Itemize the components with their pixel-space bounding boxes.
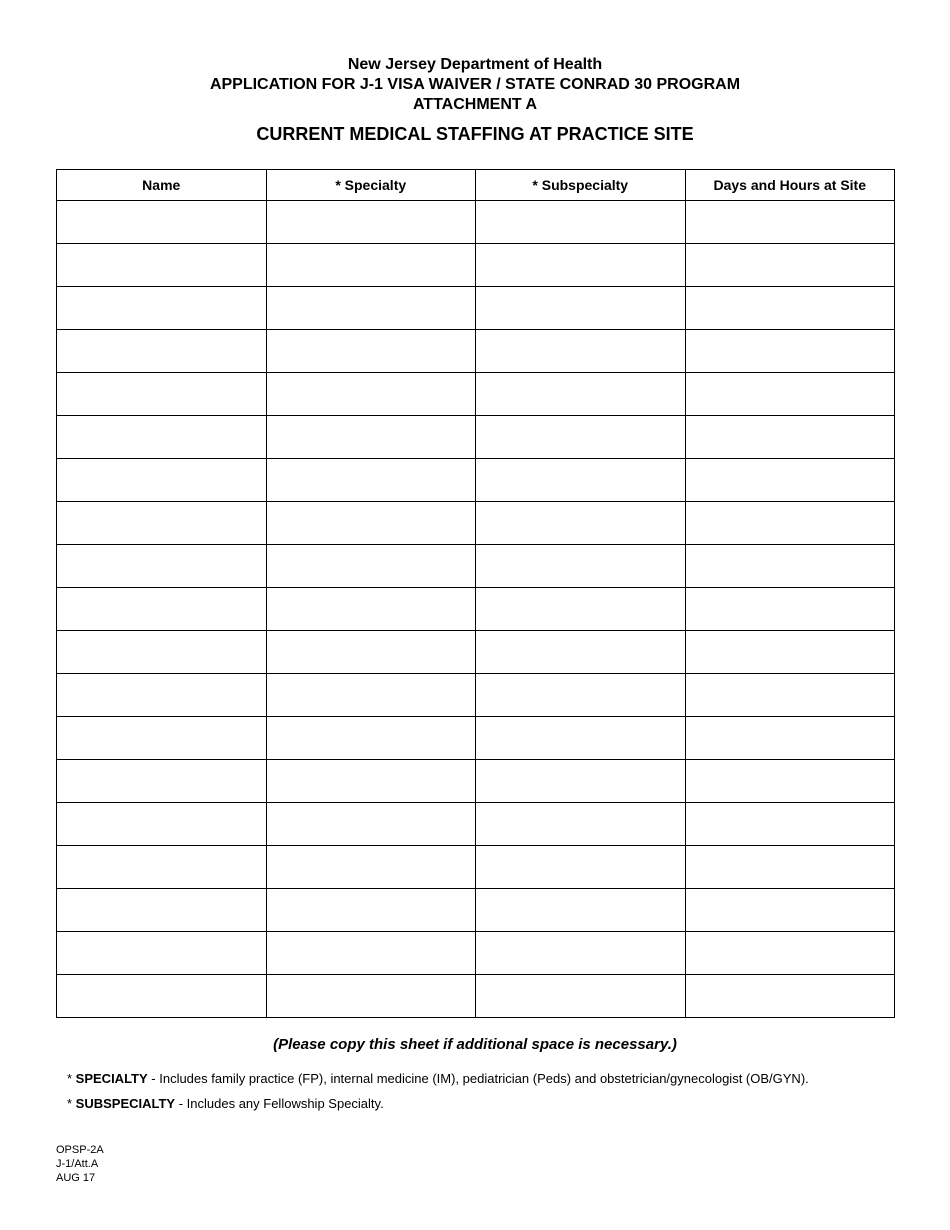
table-body <box>57 201 895 1018</box>
cell-name[interactable] <box>57 760 267 803</box>
column-header-name: Name <box>57 170 267 201</box>
table-row <box>57 416 895 459</box>
cell-days-hours[interactable] <box>685 975 895 1018</box>
cell-specialty[interactable] <box>266 889 476 932</box>
table-row <box>57 803 895 846</box>
cell-name[interactable] <box>57 545 267 588</box>
table-row <box>57 932 895 975</box>
cell-specialty[interactable] <box>266 803 476 846</box>
cell-specialty[interactable] <box>266 631 476 674</box>
form-header <box>0 55 950 145</box>
cell-days-hours[interactable] <box>685 803 895 846</box>
table-row <box>57 889 895 932</box>
table-row <box>57 674 895 717</box>
table-row <box>57 760 895 803</box>
cell-name[interactable] <box>57 373 267 416</box>
cell-subspecialty[interactable] <box>476 803 686 846</box>
cell-subspecialty[interactable] <box>476 588 686 631</box>
cell-days-hours[interactable] <box>685 502 895 545</box>
form-identifier <box>56 1143 104 1185</box>
cell-days-hours[interactable] <box>685 717 895 760</box>
table-header-row <box>57 170 895 201</box>
cell-specialty[interactable] <box>266 502 476 545</box>
staffing-table <box>56 169 895 1018</box>
cell-subspecialty[interactable] <box>476 244 686 287</box>
cell-name[interactable] <box>57 588 267 631</box>
specialty-note <box>67 1071 809 1087</box>
cell-days-hours[interactable] <box>685 588 895 631</box>
cell-subspecialty[interactable] <box>476 975 686 1018</box>
cell-specialty[interactable] <box>266 201 476 244</box>
cell-name[interactable] <box>57 932 267 975</box>
column-header-subspecialty: * Subspecialty <box>476 170 686 201</box>
cell-name[interactable] <box>57 416 267 459</box>
cell-name[interactable] <box>57 502 267 545</box>
cell-days-hours[interactable] <box>685 846 895 889</box>
cell-subspecialty[interactable] <box>476 201 686 244</box>
cell-name[interactable] <box>57 244 267 287</box>
cell-specialty[interactable] <box>266 545 476 588</box>
table-row <box>57 588 895 631</box>
cell-specialty[interactable] <box>266 244 476 287</box>
cell-specialty[interactable] <box>266 760 476 803</box>
cell-subspecialty[interactable] <box>476 373 686 416</box>
note-asterisk: * <box>67 1071 76 1086</box>
cell-days-hours[interactable] <box>685 373 895 416</box>
cell-subspecialty[interactable] <box>476 932 686 975</box>
form-attachment-code: J-1/Att.A <box>56 1158 99 1170</box>
cell-name[interactable] <box>57 631 267 674</box>
table-row <box>57 244 895 287</box>
cell-subspecialty[interactable] <box>476 416 686 459</box>
page-title: CURRENT MEDICAL STAFFING AT PRACTICE SITE <box>256 124 694 144</box>
cell-days-hours[interactable] <box>685 416 895 459</box>
cell-specialty[interactable] <box>266 717 476 760</box>
cell-days-hours[interactable] <box>685 459 895 502</box>
form-revision-date: AUG 17 <box>56 1172 96 1184</box>
cell-specialty[interactable] <box>266 287 476 330</box>
table-row <box>57 373 895 416</box>
department-name: New Jersey Department of Health <box>347 56 603 73</box>
cell-subspecialty[interactable] <box>476 717 686 760</box>
form-code: OPSP-2A <box>56 1144 104 1156</box>
table-row <box>57 975 895 1018</box>
cell-name[interactable] <box>57 287 267 330</box>
cell-days-hours[interactable] <box>685 244 895 287</box>
cell-specialty[interactable] <box>266 975 476 1018</box>
cell-subspecialty[interactable] <box>476 631 686 674</box>
cell-days-hours[interactable] <box>685 545 895 588</box>
cell-specialty[interactable] <box>266 932 476 975</box>
cell-subspecialty[interactable] <box>476 330 686 373</box>
cell-subspecialty[interactable] <box>476 760 686 803</box>
column-header-days-hours: Days and Hours at Site <box>685 170 895 201</box>
cell-days-hours[interactable] <box>685 330 895 373</box>
cell-subspecialty[interactable] <box>476 545 686 588</box>
cell-specialty[interactable] <box>266 674 476 717</box>
cell-specialty[interactable] <box>266 373 476 416</box>
cell-days-hours[interactable] <box>685 631 895 674</box>
cell-name[interactable] <box>57 717 267 760</box>
cell-days-hours[interactable] <box>685 932 895 975</box>
cell-subspecialty[interactable] <box>476 846 686 889</box>
cell-name[interactable] <box>57 889 267 932</box>
cell-days-hours[interactable] <box>685 889 895 932</box>
table-row <box>57 846 895 889</box>
cell-name[interactable] <box>57 330 267 373</box>
specialty-term: SPECIALTY <box>75 1071 148 1086</box>
cell-specialty[interactable] <box>266 459 476 502</box>
table-row <box>57 201 895 244</box>
table-row <box>57 459 895 502</box>
cell-name[interactable] <box>57 975 267 1018</box>
cell-days-hours[interactable] <box>685 287 895 330</box>
specialty-description: - Includes family practice (FP), internal medicine (IM), pediatrician (Peds) and obstetrician/gynecologist (OB/GYN). <box>147 1071 809 1086</box>
table-row <box>57 287 895 330</box>
cell-subspecialty[interactable] <box>476 674 686 717</box>
application-title: APPLICATION FOR J-1 VISA WAIVER / STATE CONRAD 30 PROGRAM <box>209 76 741 93</box>
cell-specialty[interactable] <box>266 330 476 373</box>
cell-name[interactable] <box>57 459 267 502</box>
cell-name[interactable] <box>57 846 267 889</box>
cell-subspecialty[interactable] <box>476 287 686 330</box>
subspecialty-note <box>67 1096 384 1112</box>
note-asterisk: * <box>67 1096 76 1111</box>
cell-name[interactable] <box>57 201 267 244</box>
table-row <box>57 330 895 373</box>
cell-specialty[interactable] <box>266 588 476 631</box>
cell-name[interactable] <box>57 803 267 846</box>
cell-days-hours[interactable] <box>685 201 895 244</box>
cell-specialty[interactable] <box>266 846 476 889</box>
table-row <box>57 631 895 674</box>
cell-subspecialty[interactable] <box>476 889 686 932</box>
cell-days-hours[interactable] <box>685 760 895 803</box>
cell-subspecialty[interactable] <box>476 502 686 545</box>
subspecialty-description: - Includes any Fellowship Specialty. <box>175 1096 384 1111</box>
cell-subspecialty[interactable] <box>476 459 686 502</box>
subspecialty-term: SUBSPECIALTY <box>75 1096 176 1111</box>
cell-specialty[interactable] <box>266 416 476 459</box>
cell-days-hours[interactable] <box>685 674 895 717</box>
copy-sheet-note: (Please copy this sheet if additional space is necessary.) <box>273 1036 677 1053</box>
cell-name[interactable] <box>57 674 267 717</box>
table-row <box>57 717 895 760</box>
table-row <box>57 545 895 588</box>
attachment-label: ATTACHMENT A <box>412 96 538 113</box>
table-row <box>57 502 895 545</box>
column-header-specialty: * Specialty <box>266 170 476 201</box>
